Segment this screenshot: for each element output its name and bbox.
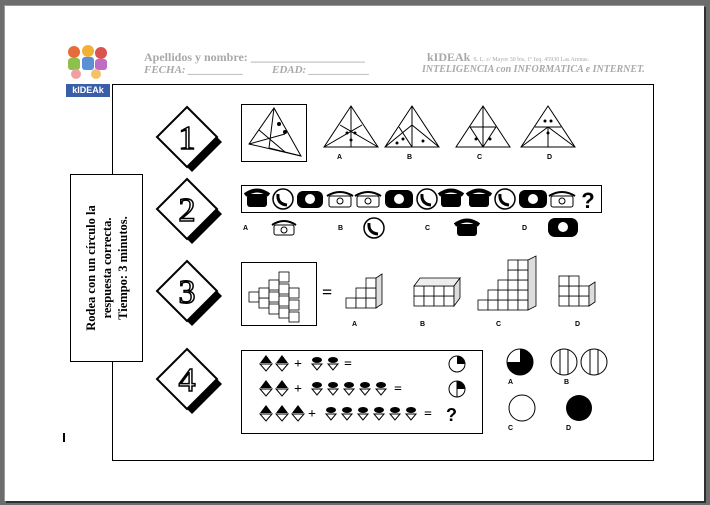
q1-option-d-label[interactable]: D — [547, 154, 553, 161]
q1-option-b-figure — [383, 103, 441, 149]
quarter-circle-result-1 — [449, 356, 465, 372]
instruction-line: respuesta correcta. — [99, 217, 114, 319]
q3-model-figure — [241, 262, 317, 326]
q1-option-b-label[interactable]: B — [407, 154, 413, 161]
q1-model-figure — [241, 104, 307, 162]
question-mark-icon: ? — [446, 405, 457, 425]
q4-option-a-figure[interactable] — [503, 347, 537, 377]
q4-equations — [242, 351, 482, 433]
instruction-text — [83, 180, 131, 356]
q1-option-c-figure — [454, 103, 512, 149]
telephone-icon[interactable] — [547, 216, 579, 238]
q4-option-c-figure[interactable] — [506, 393, 538, 423]
svg-text:=: = — [344, 357, 352, 372]
instruction-line: Tiempo: 3 minutos. — [115, 216, 130, 320]
company-info — [427, 50, 589, 65]
date-field-label: FECHA: __________ — [144, 64, 244, 76]
svg-text:=: = — [424, 407, 432, 422]
telephone-icon — [385, 190, 413, 208]
telephone-icon — [273, 189, 293, 209]
instruction-box — [70, 174, 143, 362]
svg-text:+: + — [294, 357, 302, 372]
q3-option-c-figure — [474, 254, 542, 316]
q3-option-d-label[interactable]: D — [575, 321, 581, 328]
question-number: 1 — [178, 120, 196, 157]
q4-option-b-figure[interactable] — [548, 347, 612, 377]
telephone-icon — [417, 189, 437, 209]
q3-option-b-figure — [410, 268, 462, 316]
question-number: 2 — [178, 192, 196, 229]
q3-option-d-figure — [555, 268, 599, 316]
q4-option-d-label[interactable]: D — [566, 425, 572, 432]
q2-option-d-label[interactable]: D — [522, 225, 528, 232]
svg-text:+: + — [294, 382, 302, 397]
quarter-circle-result-2 — [449, 381, 465, 397]
q1-option-c-label[interactable]: C — [477, 154, 483, 161]
q4-option-b-label[interactable]: B — [564, 379, 570, 386]
q3-equals-sign: = — [322, 282, 333, 302]
q3-option-a-figure — [342, 268, 384, 316]
q4-option-d-figure[interactable] — [563, 393, 595, 423]
question-4-badge — [152, 346, 224, 418]
text-cursor — [63, 433, 65, 442]
instruction-line: Rodea con un círculo la — [83, 205, 98, 331]
q1-option-a-figure — [322, 103, 380, 149]
q3-option-a-label[interactable]: A — [352, 321, 358, 328]
telephone-icon — [519, 190, 547, 208]
q2-option-b-label[interactable]: B — [338, 225, 344, 232]
company-address: S. L. c/ Mayor 30 bis, 1º Izq. 45930 Las Arenas. — [473, 57, 590, 63]
question-2-badge — [152, 176, 224, 248]
q3-option-b-label[interactable]: B — [420, 321, 426, 328]
logo-text: kIDEAk — [66, 84, 110, 97]
name-field-label: Apellidos y nombre: ___________________ — [144, 50, 365, 64]
telephone-icon[interactable] — [452, 216, 482, 238]
question-number: 4 — [178, 362, 196, 399]
q3-option-c-label[interactable]: C — [496, 321, 502, 328]
svg-text:+: + — [308, 407, 316, 422]
company-name: kIDEAk — [427, 50, 471, 64]
q2-option-c-label[interactable]: C — [425, 225, 431, 232]
question-number: 3 — [178, 274, 196, 311]
age-field-label: EDAD: ___________ — [272, 64, 370, 76]
q4-equations-box — [241, 350, 483, 434]
company-tagline: INTELIGENCIA con INFORMATICA e INTERNET. — [422, 64, 645, 75]
q4-option-a-label[interactable]: A — [508, 379, 514, 386]
svg-text:=: = — [394, 382, 402, 397]
q4-option-c-label[interactable]: C — [508, 425, 514, 432]
q1-option-a-label[interactable]: A — [337, 154, 343, 161]
q1-option-d-figure — [519, 103, 577, 149]
telephone-icon[interactable] — [362, 216, 386, 240]
question-1-badge — [152, 104, 224, 176]
question-3-badge — [152, 258, 224, 330]
telephone-icon — [495, 189, 515, 209]
q2-option-a-label[interactable]: A — [243, 225, 249, 232]
q2-sequence-strip — [241, 185, 602, 213]
telephone-icon — [297, 191, 323, 208]
question-mark-icon: ? — [581, 188, 595, 213]
telephone-icon[interactable] — [270, 218, 298, 236]
